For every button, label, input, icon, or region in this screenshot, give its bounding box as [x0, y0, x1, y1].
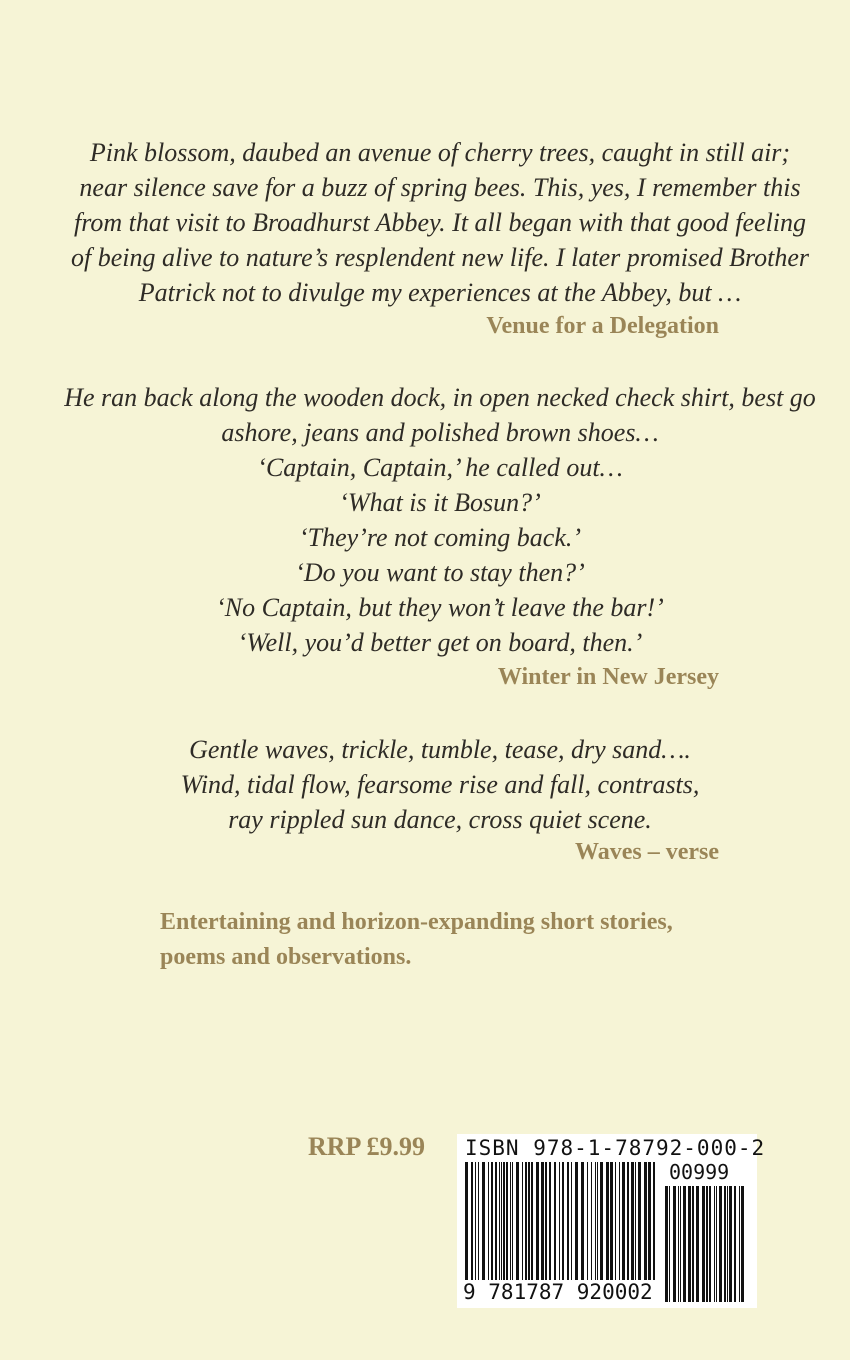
barcode-bar: [619, 1162, 620, 1282]
excerpt-title: Waves – verse: [575, 839, 719, 865]
excerpt-1: [60, 135, 820, 310]
barcode-bar: [734, 1186, 736, 1302]
excerpt-2: [60, 380, 820, 660]
price-label: RRP £9.99: [308, 1132, 425, 1161]
barcode-bar: [522, 1162, 523, 1282]
isbn-barcode: [457, 1134, 766, 1308]
barcode-bar: [482, 1162, 485, 1282]
barcode-bar: [644, 1162, 647, 1282]
excerpt-title: Venue for a Delegation: [486, 313, 719, 339]
barcode-bar: [683, 1186, 686, 1302]
main-barcode-bars: [463, 1162, 659, 1282]
barcode-bar: [709, 1186, 711, 1302]
excerpt-line: Pink blossom, daubed an avenue of cherry trees, caught in still air;: [89, 138, 791, 167]
barcode-bar: [541, 1162, 544, 1282]
ean-digits: 9 781787 920002: [463, 1280, 653, 1304]
barcode-bar: [600, 1162, 603, 1282]
barcode-bar: [714, 1186, 715, 1302]
barcode-bar: [635, 1162, 636, 1282]
barcode-bar: [506, 1162, 508, 1282]
barcode-bar: [554, 1162, 556, 1282]
excerpt-line: Gentle waves, trickle, tumble, tease, dry sand….: [189, 735, 691, 764]
barcode-bar: [669, 1186, 670, 1302]
isbn-label: ISBN 978-1-78792-000-2: [465, 1136, 766, 1160]
excerpt-line: Patrick not to divulge my experiences at the Abbey, but …: [138, 278, 742, 307]
barcode-bar: [678, 1186, 679, 1302]
barcode-bar: [510, 1162, 511, 1282]
barcode-bar: [727, 1186, 728, 1302]
barcode-bar: [627, 1162, 629, 1282]
barcode-bar: [648, 1162, 651, 1282]
barcode-bar: [562, 1162, 564, 1282]
excerpt-line: of being alive to nature’s resplendent new life. I later promised Brother: [70, 243, 809, 272]
barcode-bar: [729, 1186, 732, 1302]
barcode-bar: [665, 1186, 668, 1302]
barcode-bar: [536, 1162, 539, 1282]
barcode-bar: [471, 1162, 473, 1282]
barcode-bar: [528, 1162, 530, 1282]
barcode-bar: [702, 1186, 705, 1302]
excerpt-line: ‘They’re not coming back.’: [298, 523, 582, 552]
barcode-bar: [615, 1162, 616, 1282]
barcode-bar: [597, 1162, 598, 1282]
barcode-bar: [567, 1162, 569, 1282]
barcode-bar: [545, 1162, 547, 1282]
barcode-bar: [716, 1186, 717, 1302]
addon-digits: 00999: [669, 1160, 730, 1184]
barcode-bar: [525, 1162, 527, 1282]
barcode-bar: [531, 1162, 533, 1282]
barcode-bar: [491, 1162, 493, 1282]
barcode-bar: [559, 1162, 560, 1282]
barcode-bar: [719, 1186, 722, 1302]
barcode-bar: [653, 1162, 655, 1282]
barcode-bar: [478, 1162, 479, 1282]
barcode-bar: [680, 1186, 681, 1302]
barcode-bar: [622, 1162, 625, 1282]
barcode-bar: [638, 1162, 641, 1282]
barcode-bar: [688, 1186, 691, 1302]
barcode-bar: [501, 1162, 502, 1282]
barcode-bar: [549, 1162, 551, 1282]
barcode-bar: [495, 1162, 497, 1282]
barcode-bar: [503, 1162, 505, 1282]
excerpt-line: ray rippled sun dance, cross quiet scene.: [228, 805, 652, 834]
excerpt-line: ‘Well, you’d better get on board, then.’: [237, 628, 643, 657]
excerpt-line: ‘Captain, Captain,’ he called out…: [257, 453, 623, 482]
barcode-bar: [475, 1162, 476, 1282]
barcode-bar: [575, 1162, 578, 1282]
barcode-bar: [581, 1162, 584, 1282]
barcode-bar: [516, 1162, 519, 1282]
barcode-bar: [631, 1162, 634, 1282]
excerpt-line: ‘What is it Bosun?’: [339, 488, 541, 517]
barcode-bar: [696, 1186, 699, 1302]
barcode-bar: [606, 1162, 609, 1282]
barcode-bar: [692, 1186, 694, 1302]
excerpt-line: Wind, tidal flow, fearsome rise and fall, contrasts,: [180, 770, 700, 799]
excerpt-title: Winter in New Jersey: [497, 664, 719, 690]
barcode-bar: [595, 1162, 596, 1282]
barcode-bar: [591, 1162, 592, 1282]
excerpt-3: [60, 732, 820, 837]
barcode-bar: [673, 1186, 676, 1302]
barcode-bar: [706, 1186, 708, 1302]
excerpt-line: He ran back along the wooden dock, in open necked check shirt, best go: [64, 383, 816, 412]
barcode-bar: [724, 1186, 726, 1302]
excerpt-line: ashore, jeans and polished brown shoes…: [221, 418, 659, 447]
excerpt-line: from that visit to Broadhurst Abbey. It all began with that good feeling: [73, 208, 807, 237]
barcode-bar: [499, 1162, 500, 1282]
barcode-bar: [741, 1186, 744, 1302]
excerpt-line: ‘Do you want to stay then?’: [295, 558, 585, 587]
barcode-bar: [512, 1162, 513, 1282]
addon-barcode-bars: [663, 1186, 751, 1302]
barcode-bar: [610, 1162, 613, 1282]
excerpt-line: near silence save for a buzz of spring bees. This, yes, I remember this: [79, 173, 801, 202]
barcode-bar: [465, 1162, 468, 1282]
book-tagline: Entertaining and horizon-expanding short stories, poems and observations.: [160, 909, 673, 970]
barcode-bar: [488, 1162, 489, 1282]
barcode-bar: [739, 1186, 740, 1302]
barcode-bar: [571, 1162, 572, 1282]
barcode-bar: [587, 1162, 588, 1282]
excerpt-line: ‘No Captain, but they won’t leave the bar!’: [216, 593, 664, 622]
